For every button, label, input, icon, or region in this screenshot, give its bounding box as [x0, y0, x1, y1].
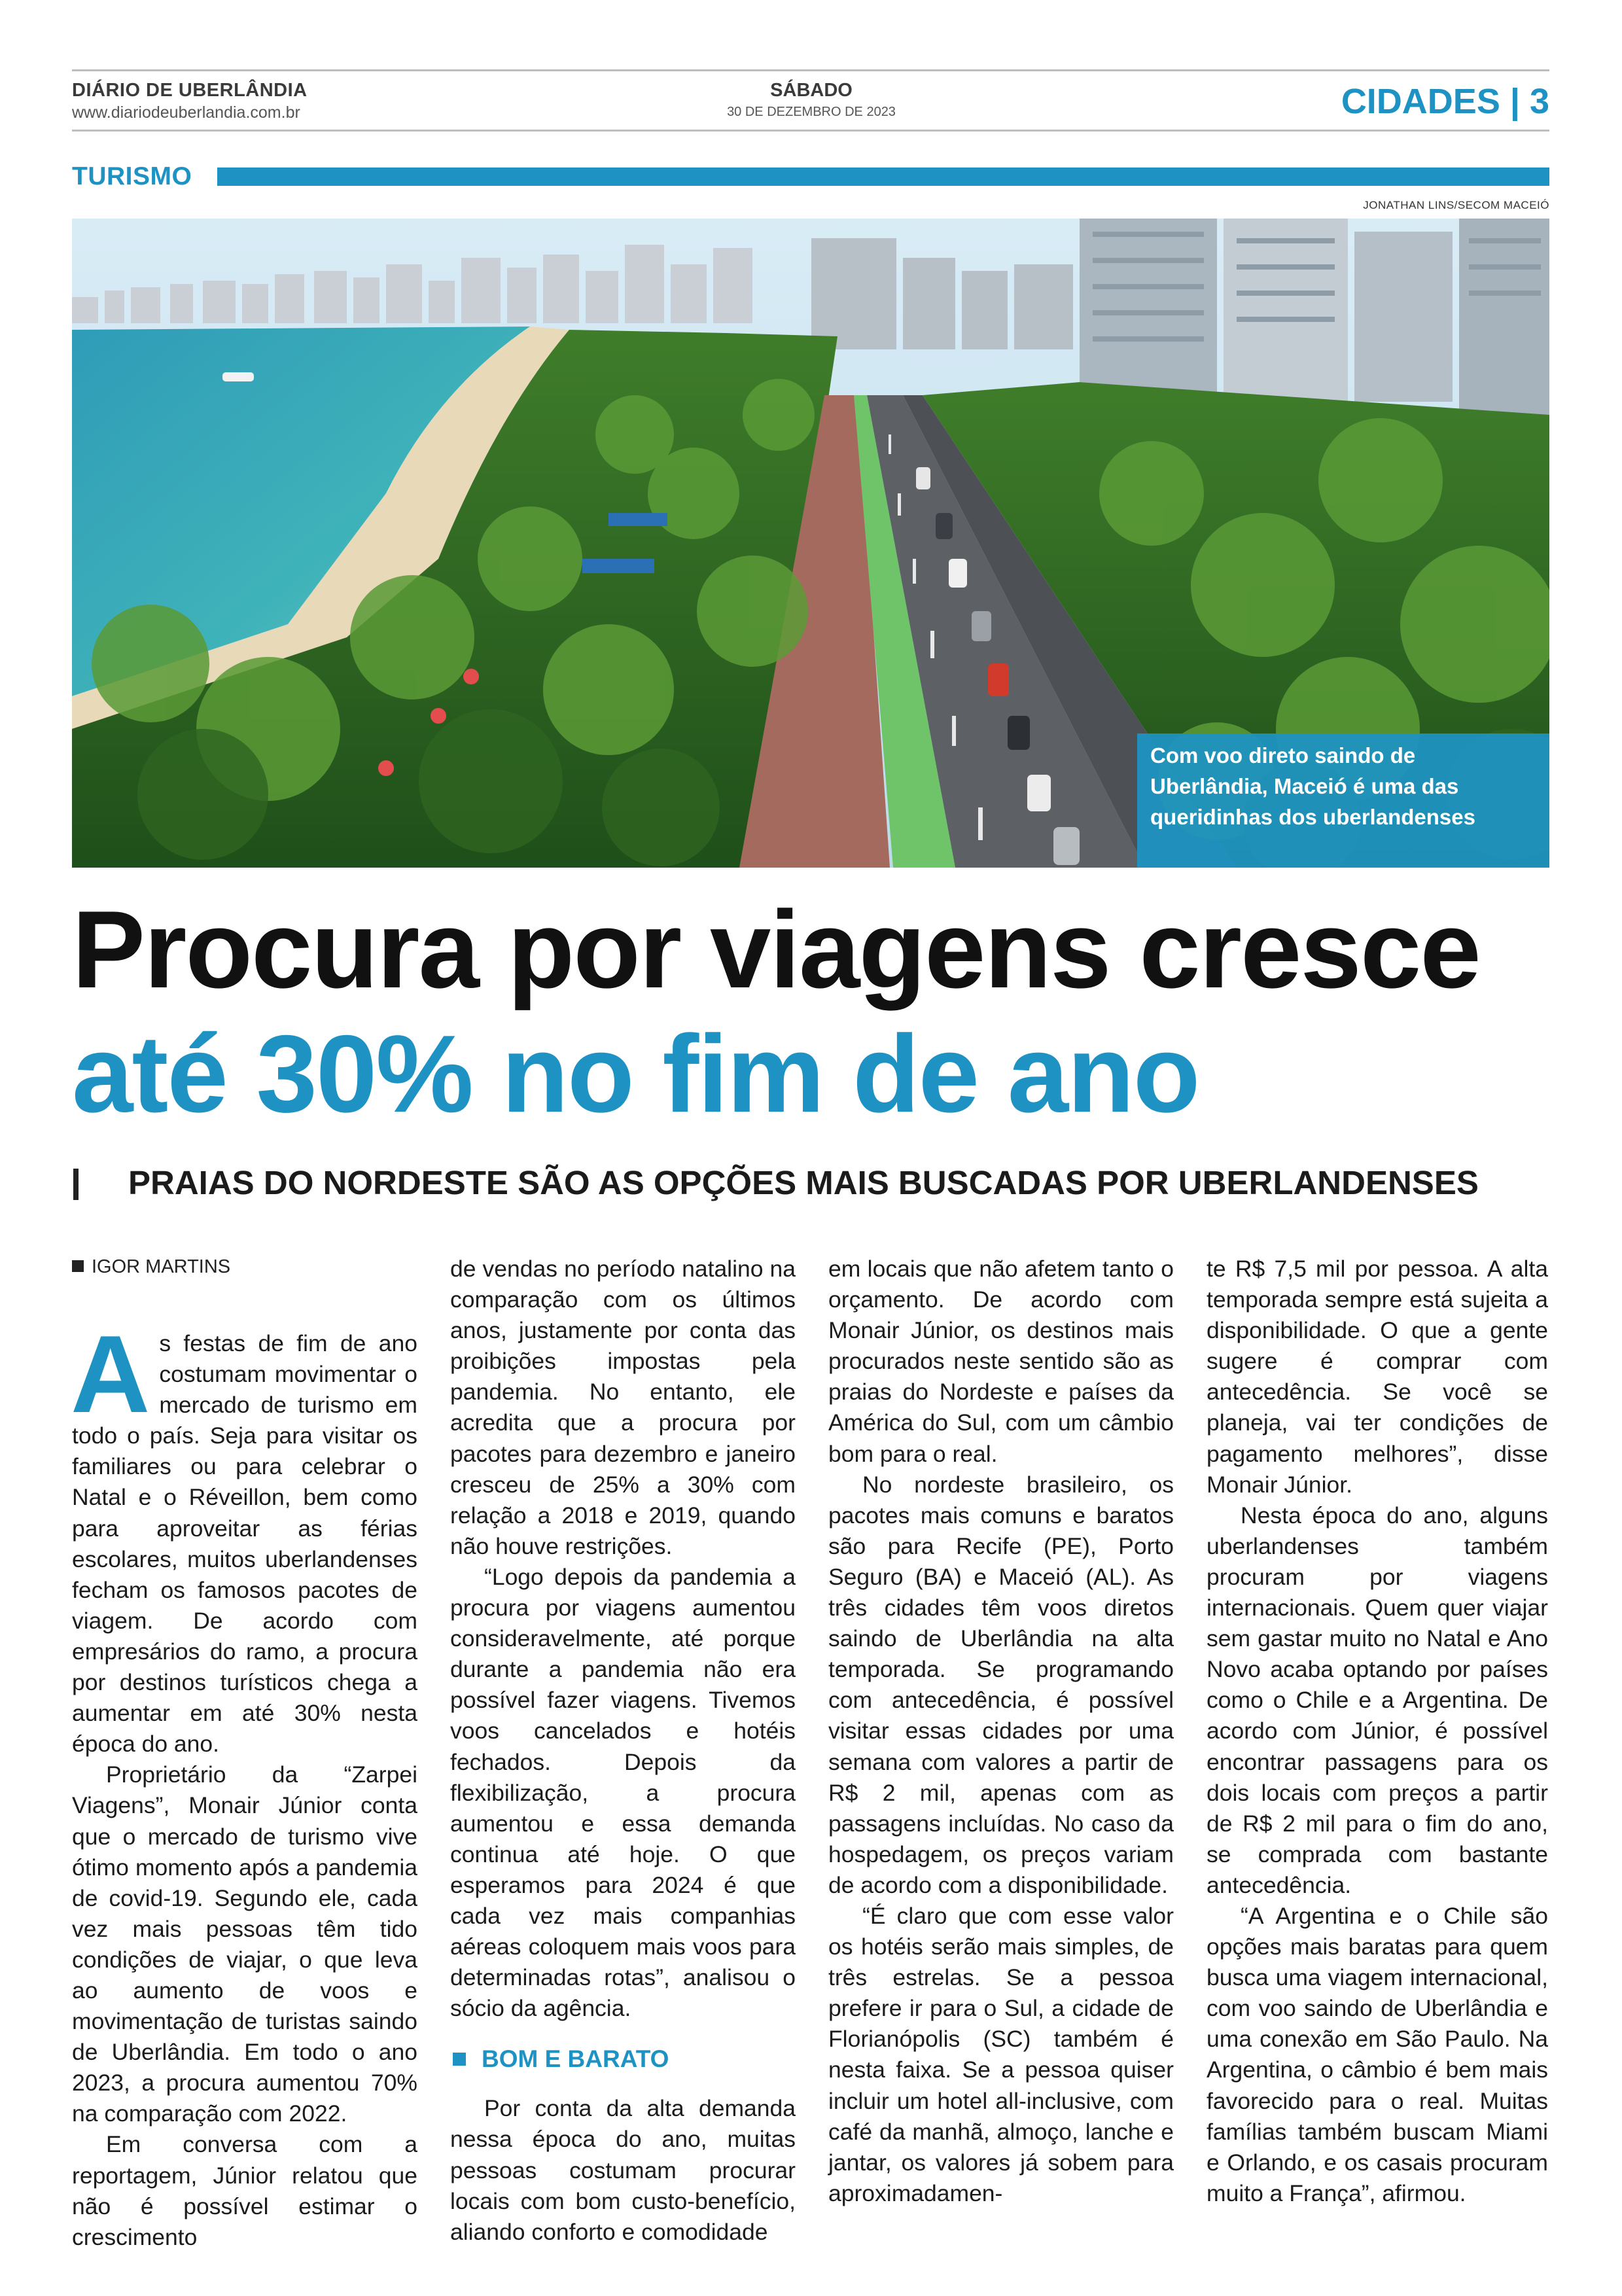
article-column-4 [1207, 1254, 1548, 2209]
header-bottom-rule [72, 130, 1549, 132]
newspaper-name: DIÁRIO DE UBERLÂNDIA [72, 80, 308, 101]
subsection-heading: BOM E BARATO [450, 2043, 796, 2075]
header-top-rule [72, 69, 1549, 71]
section-page-label: CIDADES | 3 [1341, 82, 1549, 121]
byline [72, 1256, 230, 1278]
article-paragraph: As festas de fim de ano costumam movimentar o mercado de turismo em todo o país. Seja para visitar os familiares ou para celebrar o Natal e o Réveillon, bem como para aproveitar as férias escolares, muitos uberlandenses fecham os famosos pacotes de viagem. De acordo com empresários do ramo, a procura por destinos turísticos chega a aumentar em até 30% nesta época do ano. [71, 1313, 417, 1757]
newspaper-url[interactable]: www.diariodeuberlandia.com.br [72, 103, 300, 122]
article-paragraph: “A Argentina e o Chile são opções mais baratas para quem busca uma viagem internacional, com voo saindo de Uberlândia e uma conexão em São Paulo. Na Argentina, o câmbio é bem mais favorecido para o real. Muitas famílias também buscam Miami e Orlando, e os casais procuram muito a França”, afirmou. [1207, 1902, 1548, 2206]
article-paragraph: “É claro que com esse valor os hotéis serão mais simples, de três estrelas. Se a pessoa prefere ir para o Sul, a cidade de Florianópolis (SC) também é nesta faixa. Se a pessoa quiser incluir um hotel all-inclusive, com café da manhã, almoço, lanche e jantar, os valores já sobem para aproximadamen- [828, 1902, 1174, 2206]
byline-square-icon [72, 1260, 84, 1272]
article-paragraph: em locais que não afetem tanto o orçamento. De acordo com Monair Júnior, os destinos mais procurados neste sentido são as praias do Nordeste e países da América do Sul, com um câmbio bom para o real. [828, 1256, 1174, 1467]
edition-day: SÁBADO [770, 80, 853, 101]
byline-author: IGOR MARTINS [92, 1256, 231, 1277]
article-paragraph: te R$ 7,5 mil por pessoa. A alta temporada sempre está sujeita a disponibilidade. O que a gente sugere é comprar com antecedência. Se você se planeja, vai ter condições de pagamento melhores”, disse Monair Júnior. [1207, 1256, 1548, 1498]
article-paragraph: de vendas no período natalino na comparação com os últimos anos, justamente por conta das proibições impostas pela pandemia. No entanto, ele acredita que a procura por pacotes para dezembro e janeiro cresceu de 25% a 30% com relação a 2018 e 2019, quando não houve restrições. [450, 1256, 796, 1559]
kicker-bar [217, 168, 1549, 186]
edition-date: 30 DE DEZEMBRO DE 2023 [727, 105, 896, 119]
article-paragraph: Em conversa com a reportagem, Júnior relatou que não é possível estimar o crescimento [72, 2131, 417, 2250]
article-column-1 [71, 1313, 417, 2253]
article-paragraph: Proprietário da “Zarpei Viagens”, Monair Júnior conta que o mercado de turismo vive ótimo momento após a pandemia de covid-19. Segundo ele, cada vez mais pessoas têm tido condições de viajar, o que leva ao aumento de voos e movimentação de turistas saindo de Uberlândia. Em todo o ano 2023, a procura aumentou 70% na comparação com 2022. [72, 1761, 417, 2127]
article-paragraph: Nesta época do ano, alguns uberlandenses também procuram por viagens internacionais. Quem quer viajar sem gastar muito no Natal e Ano Novo acaba optando por países como o Chile e a Argentina. De acordo com Júnior, é possível encontrar passagens para os dois locais com preços a partir de R$ 2 mil para o fim do ano, se comprada com bastante antecedência. [1207, 1502, 1548, 1898]
section-kicker: TURISMO [72, 162, 192, 190]
headline-line-1: Procura por viagens cresce [72, 888, 1480, 1011]
subsection-square-icon [453, 2053, 466, 2066]
photo-credit: JONATHAN LINS/SECOM MACEIÓ [1363, 199, 1549, 211]
article-paragraph: Por conta da alta demanda nessa época do ano, muitas pessoas costumam procurar locais com bom custo-benefício, aliando conforto e comodidade [450, 2095, 796, 2245]
photo-caption: Com voo direto saindo de Uberlândia, Maceió é uma das queridinhas dos uberlandenses [1137, 733, 1549, 868]
subhead-marker [73, 1169, 79, 1200]
article-column-2 [450, 1254, 796, 2248]
article-paragraph: “Logo depois da pandemia a procura por viagens aumentou consideravelmente, até porque durante a pandemia não era possível fazer viagens. Tivemos voos cancelados e hotéis fechados. Depois da flexibilização, a procura aumentou e essa demanda continua até hoje. O que esperamos para 2024 é que cada vez mais companhias aéreas coloquem mais voos para determinadas rotas”, analisou o sócio da agência. [450, 1563, 796, 2022]
headline-line-2: até 30% no fim de ano [72, 1012, 1199, 1135]
dropcap: A [71, 1313, 150, 1436]
subheadline: PRAIAS DO NORDESTE SÃO AS OPÇÕES MAIS BUSCADAS POR UBERLANDENSES [128, 1164, 1479, 1201]
article-column-3 [828, 1254, 1174, 2209]
article-paragraph: No nordeste brasileiro, os pacotes mais comuns e baratos são para Recife (PE), Porto Seguro (BA) e Maceió (AL). As três cidades têm voos diretos saindo de Uberlândia na alta temporada. Se programando com antecedência, é possível visitar essas cidades por uma semana com valores a partir de R$ 2 mil, apenas com as passagens incluídas. No caso da hospedagem, os preços variam de acordo com a disponibilidade. [828, 1471, 1174, 1898]
